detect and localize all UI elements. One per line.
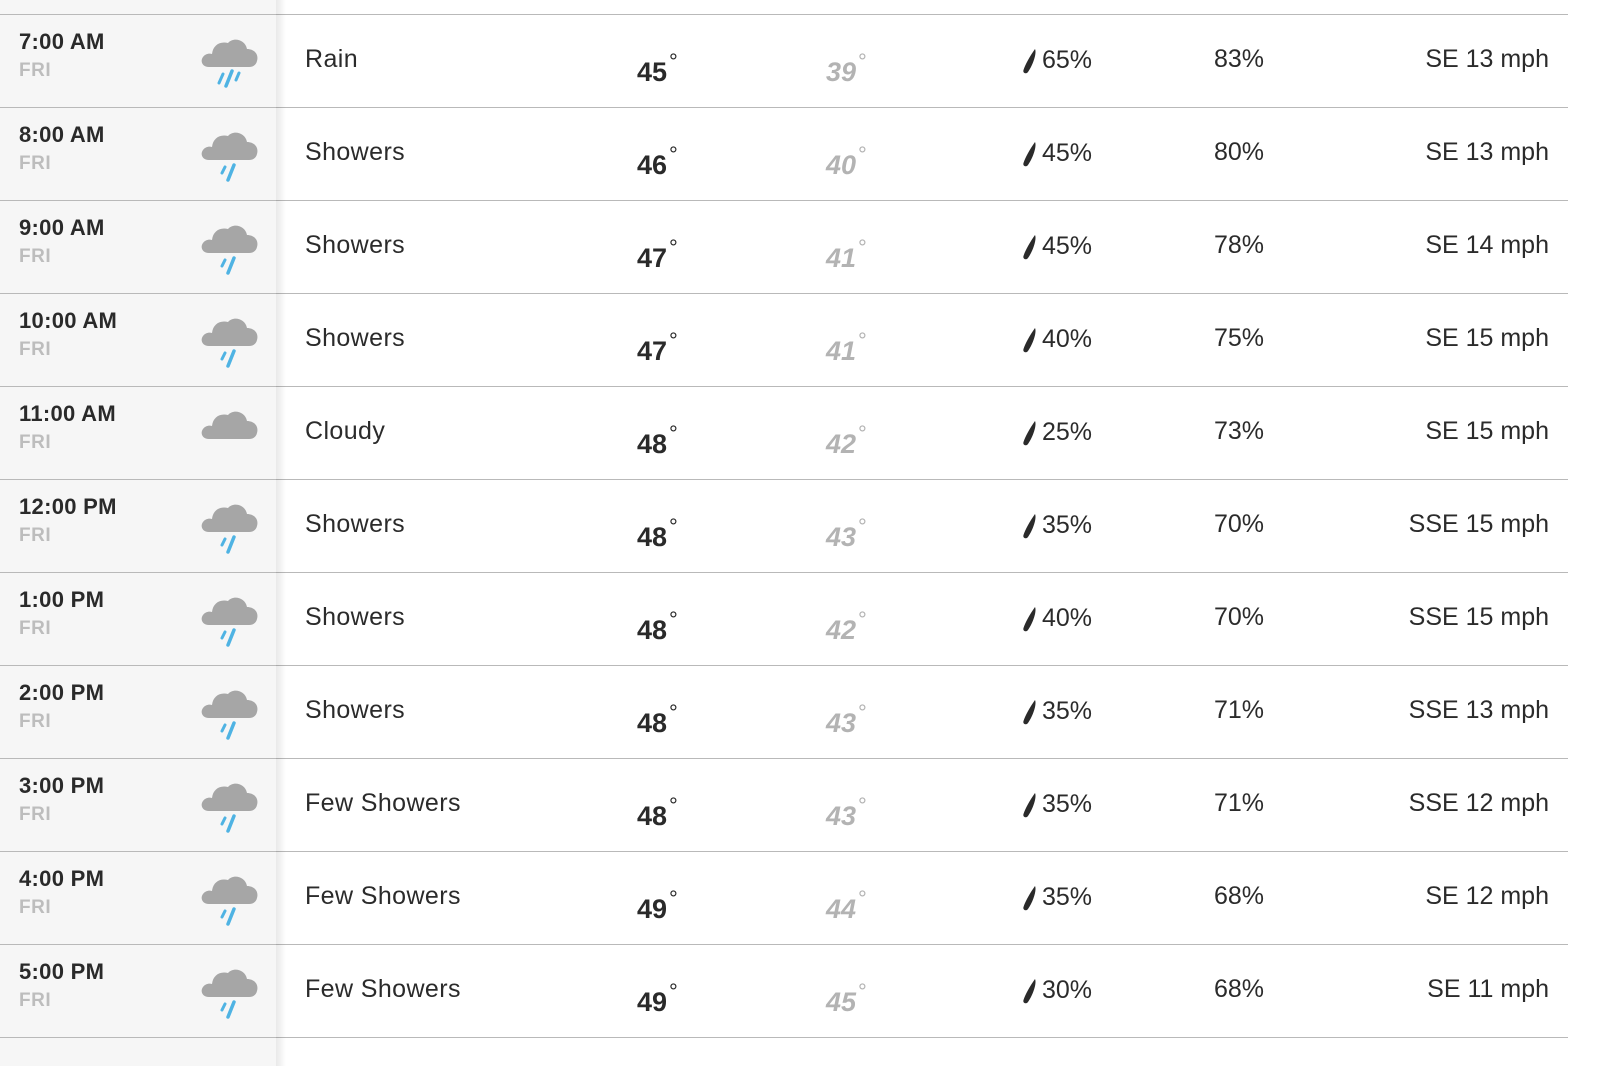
degree-symbol: ° [669, 700, 678, 725]
degree-symbol: ° [669, 49, 678, 74]
degree-symbol: ° [858, 700, 867, 725]
hour-day: FRI [19, 804, 52, 825]
temperature: 48° [637, 514, 678, 552]
humidity-value: 83% [1214, 45, 1265, 73]
condition-label: Showers [305, 324, 406, 352]
precipitation-chance: 35% [1021, 511, 1092, 540]
condition-label: Rain [305, 45, 359, 73]
feels-like-temperature: 40° [826, 142, 867, 180]
hour-time: 11:00 AM [19, 401, 116, 426]
wind-value: SE 14 mph [1425, 231, 1549, 259]
degree-symbol: ° [858, 793, 867, 818]
feels-like-temperature: 39° [826, 49, 867, 87]
wind-value: SE 13 mph [1425, 45, 1549, 73]
wind-value: SE 15 mph [1425, 324, 1549, 352]
rain-cloud-icon [199, 31, 261, 89]
forecast-row-800am[interactable] [0, 108, 1568, 201]
hour-day: FRI [19, 897, 52, 918]
raindrop-icon [1021, 791, 1039, 819]
degree-symbol: ° [858, 886, 867, 911]
degree-symbol: ° [669, 142, 678, 167]
hour-time: 9:00 AM [19, 215, 105, 240]
raindrop-icon [1021, 419, 1039, 447]
condition-label: Few Showers [305, 975, 461, 1003]
forecast-row-700am[interactable] [0, 15, 1568, 108]
humidity-value: 70% [1214, 510, 1265, 538]
degree-symbol: ° [858, 49, 867, 74]
hour-time: 1:00 PM [19, 587, 105, 612]
degree-symbol: ° [858, 142, 867, 167]
temperature: 46° [637, 142, 678, 180]
humidity-value: 78% [1214, 231, 1265, 259]
temperature: 47° [637, 235, 678, 273]
condition-label: Few Showers [305, 882, 461, 910]
degree-symbol: ° [669, 886, 678, 911]
temperature: 48° [637, 700, 678, 738]
humidity-value: 68% [1214, 882, 1265, 910]
showers-cloud-icon [199, 589, 261, 647]
forecast-row-1200pm[interactable] [0, 480, 1568, 573]
showers-cloud-icon [199, 496, 261, 554]
degree-symbol: ° [669, 607, 678, 632]
temperature: 49° [637, 886, 678, 924]
forecast-row-200pm[interactable] [0, 666, 1568, 759]
hour-time: 8:00 AM [19, 122, 105, 147]
hour-time: 7:00 AM [19, 29, 105, 54]
humidity-value: 80% [1214, 138, 1265, 166]
feels-like-temperature: 43° [826, 514, 867, 552]
temperature: 48° [637, 421, 678, 459]
degree-symbol: ° [858, 235, 867, 260]
hour-day: FRI [19, 990, 52, 1011]
condition-label: Cloudy [305, 417, 386, 445]
precipitation-chance: 35% [1021, 883, 1092, 912]
condition-label: Few Showers [305, 789, 461, 817]
forecast-row-400pm[interactable] [0, 852, 1568, 945]
wind-value: SE 13 mph [1425, 138, 1549, 166]
wind-value: SE 15 mph [1425, 417, 1549, 445]
precipitation-chance: 40% [1021, 604, 1092, 633]
wind-value: SE 12 mph [1425, 882, 1549, 910]
wind-value: SSE 15 mph [1408, 510, 1549, 538]
precipitation-chance: 25% [1021, 418, 1092, 447]
degree-symbol: ° [669, 514, 678, 539]
raindrop-icon [1021, 698, 1039, 726]
condition-label: Showers [305, 138, 406, 166]
hour-day: FRI [19, 60, 52, 81]
degree-symbol: ° [858, 514, 867, 539]
degree-symbol: ° [858, 421, 867, 446]
degree-symbol: ° [669, 328, 678, 353]
hour-time: 4:00 PM [19, 866, 105, 891]
condition-label: Showers [305, 510, 406, 538]
feels-like-temperature: 41° [826, 328, 867, 366]
humidity-value: 75% [1214, 324, 1265, 352]
feels-like-temperature: 42° [826, 421, 867, 459]
temperature: 45° [637, 49, 678, 87]
forecast-row-900am[interactable] [0, 201, 1568, 294]
raindrop-icon [1021, 512, 1039, 540]
hour-time: 3:00 PM [19, 773, 105, 798]
condition-label: Showers [305, 696, 406, 724]
forecast-row-100pm[interactable] [0, 573, 1568, 666]
hour-time: 10:00 AM [19, 308, 118, 333]
hour-time: 12:00 PM [19, 494, 117, 519]
temperature: 49° [637, 979, 678, 1017]
forecast-row-1000am[interactable] [0, 294, 1568, 387]
humidity-value: 73% [1214, 417, 1265, 445]
humidity-value: 71% [1214, 696, 1265, 724]
degree-symbol: ° [669, 979, 678, 1004]
degree-symbol: ° [669, 793, 678, 818]
hour-day: FRI [19, 246, 52, 267]
showers-cloud-icon [199, 961, 261, 1019]
hour-day: FRI [19, 153, 52, 174]
showers-cloud-icon [199, 775, 261, 833]
precipitation-chance: 40% [1021, 325, 1092, 354]
hour-day: FRI [19, 711, 52, 732]
humidity-value: 71% [1214, 789, 1265, 817]
cloud-icon [199, 403, 261, 461]
raindrop-icon [1021, 233, 1039, 261]
condition-label: Showers [305, 231, 406, 259]
forecast-row-500pm[interactable] [0, 945, 1568, 1038]
temperature: 48° [637, 793, 678, 831]
feels-like-temperature: 44° [826, 886, 867, 924]
degree-symbol: ° [858, 607, 867, 632]
hour-day: FRI [19, 432, 52, 453]
feels-like-temperature: 45° [826, 979, 867, 1017]
degree-symbol: ° [669, 421, 678, 446]
wind-value: SSE 12 mph [1408, 789, 1549, 817]
precipitation-chance: 30% [1021, 976, 1092, 1005]
raindrop-icon [1021, 977, 1039, 1005]
humidity-value: 70% [1214, 603, 1265, 631]
feels-like-temperature: 43° [826, 700, 867, 738]
precipitation-chance: 65% [1021, 46, 1092, 75]
showers-cloud-icon [199, 868, 261, 926]
hour-time: 5:00 PM [19, 959, 105, 984]
showers-cloud-icon [199, 217, 261, 275]
showers-cloud-icon [199, 682, 261, 740]
forecast-row-300pm[interactable] [0, 759, 1568, 852]
temperature: 47° [637, 328, 678, 366]
hour-day: FRI [19, 618, 52, 639]
hour-day: FRI [19, 525, 52, 546]
raindrop-icon [1021, 605, 1039, 633]
raindrop-icon [1021, 47, 1039, 75]
precipitation-chance: 35% [1021, 790, 1092, 819]
condition-label: Showers [305, 603, 406, 631]
feels-like-temperature: 42° [826, 607, 867, 645]
showers-cloud-icon [199, 310, 261, 368]
temperature: 48° [637, 607, 678, 645]
hourly-forecast-table [0, 14, 1568, 1038]
humidity-value: 68% [1214, 975, 1265, 1003]
feels-like-temperature: 41° [826, 235, 867, 273]
precipitation-chance: 35% [1021, 697, 1092, 726]
raindrop-icon [1021, 884, 1039, 912]
precipitation-chance: 45% [1021, 139, 1092, 168]
showers-cloud-icon [199, 124, 261, 182]
forecast-row-1100am[interactable] [0, 387, 1568, 480]
raindrop-icon [1021, 140, 1039, 168]
feels-like-temperature: 43° [826, 793, 867, 831]
degree-symbol: ° [858, 979, 867, 1004]
wind-value: SE 11 mph [1427, 975, 1549, 1003]
raindrop-icon [1021, 326, 1039, 354]
degree-symbol: ° [669, 235, 678, 260]
hour-day: FRI [19, 339, 52, 360]
wind-value: SSE 13 mph [1408, 696, 1549, 724]
hour-time: 2:00 PM [19, 680, 105, 705]
degree-symbol: ° [858, 328, 867, 353]
precipitation-chance: 45% [1021, 232, 1092, 261]
wind-value: SSE 15 mph [1408, 603, 1549, 631]
